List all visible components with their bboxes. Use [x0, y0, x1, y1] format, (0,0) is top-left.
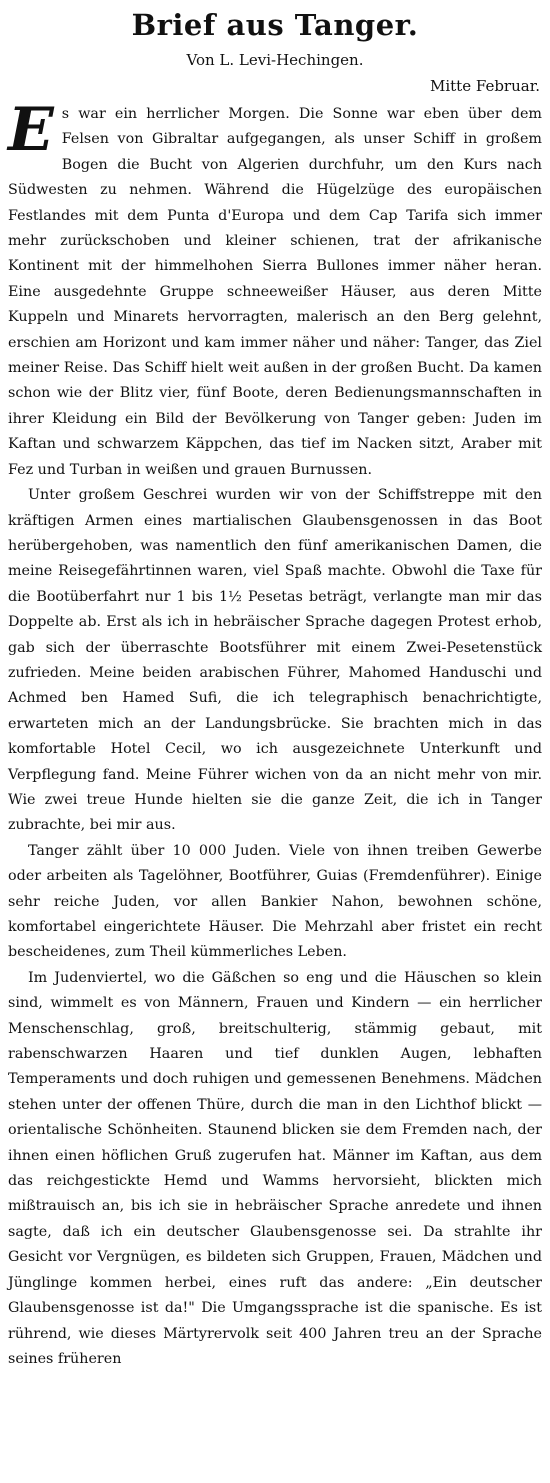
article-body [8, 95, 542, 1372]
drop-cap: E [8, 95, 54, 165]
article-title: Brief aus Tanger. [131, 8, 419, 42]
article-date: Mitte Februar. [430, 77, 540, 95]
paragraph-4: Im Judenviertel, wo die Gäßchen so eng und die Häuschen so klein sind, wimmelt es von Männern, Frauen und Kindern — ein herrlicher Menschenschlag, groß, breitschulterig, stämmig gebaut, mit rabenschwarzen Haaren und tief dunklen Augen, lebhaften Temperaments und doch ruhigen und gemessenen Benehmens. Mädchen stehen unter der offenen Thüre, durch die man in den Lichthof blickt — orientalische Schönheiten. Staunend blicken sie dem Fremden nach, der ihnen einen höflichen Gruß zugerufen hat. Männer im Kaftan, aus dem das reichgestickte Hemd und Wamms hervorsieht, blickten mich mißtrauisch an, bis ich sie in hebräischer Sprache anredete und ihnen sagte, daß ich ein deutscher Glaubensgenosse sei. Da strahlte ihr Gesicht vor Vergnügen, es bildeten sich Gruppen, Frauen, Mädchen und Jünglinge kommen herbei, eines ruft das andere: „Ein deutscher Glaubensgenosse ist da!" Die Umgangssprache ist die spanische. Es ist rührend, wie dieses Märtyrervolk seit 400 Jahren treu an der Sprache seines früheren [8, 969, 542, 1367]
article-byline: Von L. Levi-Hechingen. [186, 51, 364, 69]
paragraph-2: Unter großem Geschrei wurden wir von der Schiffstreppe mit den kräftigen Armen eines martialischen Glaubensgenossen in das Boot herübergehoben, was namentlich den fünf amerikanischen Damen, die meine Reisegefährtinnen waren, viel Spaß machte. Obwohl die Taxe für die Bootüberfahrt nur 1 bis 1½ Pesetas beträgt, verlangte man mir das Doppelte ab. Erst als ich in hebräischer Sprache dagegen Protest erhob, gab sich der überraschte Bootsführer mit einem Zwei-Pesetenstück zufrieden. Meine beiden arabischen Führer, Mahomed Handuschi und Achmed ben Hamed Sufi, die ich telegraphisch benachrichtigte, erwarteten mich an der Landungsbrücke. Sie brachten mich in das komfortable Hotel Cecil, wo ich ausgezeichnete Unterkunft und Verpflegung fand. Meine Führer wichen von da an nicht mehr von mir. Wie zwei treue Hunde hielten sie die ganze Zeit, die ich in Tanger zubrachte, bei mir aus. [8, 487, 542, 834]
article-page [8, 0, 542, 1483]
paragraph-1 [8, 95, 542, 483]
paragraph-1-text: s war ein herrlicher Morgen. Die Sonne war eben über dem Felsen von Gibraltar aufgegangen, als unser Schiff in großem Bogen die Bucht von Algerien durchfuhr, um den Kurs nach Südwesten zu nehmen. Während die Hügelzüge des europäischen Festlandes mit dem Punta d'Europa und dem Cap Tarifa sich immer mehr zurückschoben und kleiner schienen, trat der afrikanische Kontinent mit der himmelhohen Sierra Bullones immer näher heran. Eine ausgedehnte Gruppe schneeweißer Häuser, aus deren Mitte Kuppeln und Minarets hervorragten, malerisch an den Berg gelehnt, erschien am Horizont und kam immer näher und näher: Tanger, das Ziel meiner Reise. Das Schiff hielt weit außen in der großen Bucht. Da kamen schon wie der Blitz vier, fünf Boote, deren Bedienungsmannschaften in ihrer Kleidung ein Bild der Bevölkerung von Tanger geben: Juden im Kaftan und schwarzem Käppchen, das tief im Nacken sitzt, Araber mit Fez und Turban in weißen und grauen Burnussen. [8, 106, 542, 478]
paragraph-3: Tanger zählt über 10 000 Juden. Viele von ihnen treiben Gewerbe oder arbeiten als Tagelöhner, Bootführer, Guias (Fremdenführer). Einige sehr reiche Juden, vor allen Bankier Nahon, bewohnen schöne, komfortabel eingerichtete Häuser. Die Mehrzahl aber fristet ein recht bescheidenes, zum Theil kümmerliches Leben. [8, 842, 542, 961]
